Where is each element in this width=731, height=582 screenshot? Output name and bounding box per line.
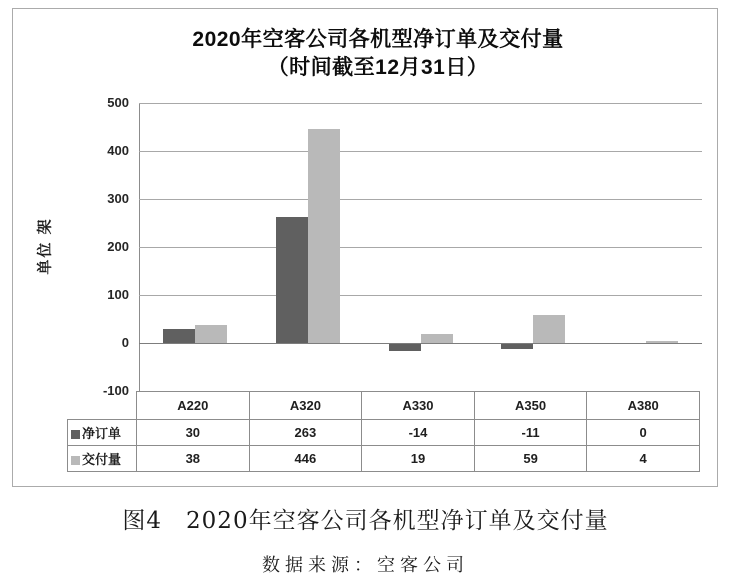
y-axis-title: 单位 架 <box>36 217 54 275</box>
figure-caption: 图4 2020年空客公司各机型净订单及交付量 <box>122 508 609 534</box>
y-tick-label: 0 <box>121 335 129 350</box>
value-cell-净订单-A330: -14 <box>362 420 475 446</box>
bar-净订单-A330 <box>389 344 421 351</box>
category-header-A330: A330 <box>362 392 475 420</box>
legend-cell-净订单: 净订单 <box>68 420 137 446</box>
category-header-A380: A380 <box>587 392 700 420</box>
gridline <box>139 247 702 248</box>
value-cell-净订单-A220: 30 <box>137 420 250 446</box>
bar-交付量-A350 <box>533 315 565 343</box>
value-cell-净订单-A320: 263 <box>249 420 362 446</box>
gridline <box>139 103 702 104</box>
zero-axis-line <box>139 343 702 344</box>
table-corner-cell <box>68 392 137 420</box>
legend-swatch-icon <box>71 430 80 439</box>
chart-title-line2: （时间截至12月31日） <box>267 56 489 79</box>
y-tick-label: 300 <box>107 191 129 206</box>
bar-净订单-A320 <box>276 217 308 343</box>
figure-source: 数据来源：空客公司 <box>262 555 469 576</box>
bar-交付量-A320 <box>308 129 340 343</box>
bar-净订单-A350 <box>501 344 533 349</box>
value-cell-交付量-A220: 38 <box>137 446 250 472</box>
value-cell-交付量-A350: 59 <box>474 446 587 472</box>
chart-data-table <box>67 391 700 472</box>
table-row <box>68 420 700 446</box>
y-tick-label: 100 <box>107 287 129 302</box>
category-header-A350: A350 <box>474 392 587 420</box>
legend-swatch-icon <box>71 456 80 465</box>
y-tick-label: -100 <box>102 383 129 398</box>
value-cell-交付量-A320: 446 <box>249 446 362 472</box>
y-tick-label: 400 <box>107 143 129 158</box>
gridline <box>139 151 702 152</box>
chart-title-line1: 2020年空客公司各机型净订单及交付量 <box>192 28 564 51</box>
bar-交付量-A220 <box>195 325 227 343</box>
table-row <box>68 446 700 472</box>
bar-交付量-A330 <box>421 334 453 343</box>
bar-交付量-A380 <box>646 341 678 343</box>
value-cell-净订单-A350: -11 <box>474 420 587 446</box>
gridline <box>139 295 702 296</box>
y-tick-label: 500 <box>107 95 129 110</box>
value-cell-交付量-A380: 4 <box>587 446 700 472</box>
value-cell-交付量-A330: 19 <box>362 446 475 472</box>
chart-title <box>25 26 731 82</box>
legend-cell-交付量: 交付量 <box>68 446 137 472</box>
category-header-A320: A320 <box>249 392 362 420</box>
y-tick-label: 200 <box>107 239 129 254</box>
bar-净订单-A220 <box>163 329 195 343</box>
plot-area <box>139 103 702 391</box>
value-cell-净订单-A380: 0 <box>587 420 700 446</box>
gridline <box>139 199 702 200</box>
category-header-A220: A220 <box>137 392 250 420</box>
